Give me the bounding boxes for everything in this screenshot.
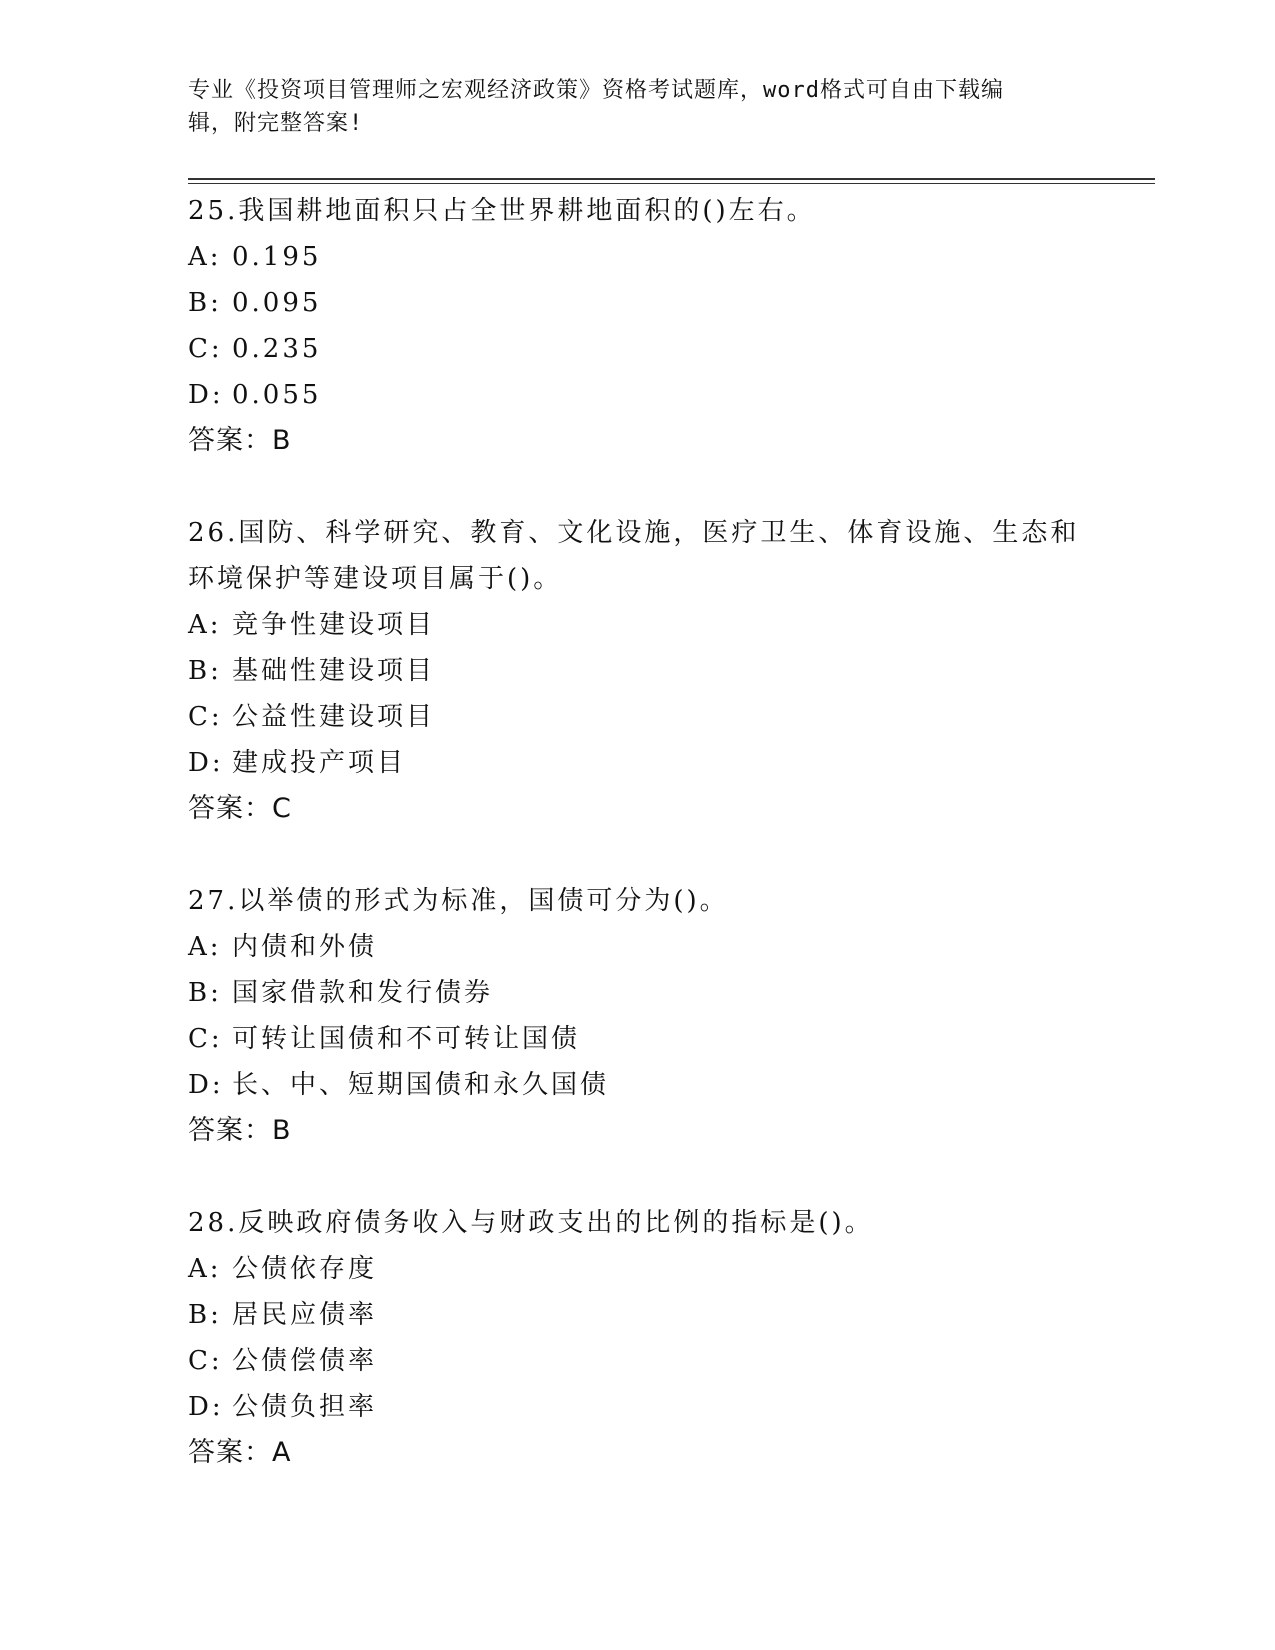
option-text: 内债和外债 [232, 932, 378, 962]
option-text: 公债依存度 [232, 1254, 378, 1284]
option-letter: B: [188, 288, 222, 318]
option-text: 0.195 [232, 242, 322, 272]
header-line-1: 专业《投资项目管理师之宏观经济政策》资格考试题库，word格式可自由下载编 [188, 78, 1004, 103]
answer-line: 答案：A [188, 1437, 292, 1468]
option-b [188, 970, 1088, 1016]
option-d [188, 372, 1088, 418]
header-divider-thick [188, 178, 1155, 180]
answer-line: 答案：C [188, 793, 292, 824]
option-letter: A: [188, 932, 222, 962]
option-letter: C: [188, 334, 223, 364]
option-letter: B: [188, 1300, 222, 1330]
option-text: 公益性建设项目 [232, 702, 436, 732]
option-letter: D: [188, 748, 224, 778]
option-d [188, 1384, 1088, 1430]
option-text: 0.235 [232, 334, 322, 364]
option-a [188, 924, 1088, 970]
option-c [188, 1016, 1088, 1062]
question-stem-line-2: 环境保护等建设项目属于()。 [188, 564, 563, 594]
option-text: 长、中、短期国债和永久国债 [232, 1070, 610, 1100]
answer-line: 答案：B [188, 1115, 292, 1146]
option-letter: D: [188, 380, 224, 410]
option-text: 0.095 [232, 288, 322, 318]
option-text: 可转让国债和不可转让国债 [232, 1024, 581, 1054]
option-d [188, 1062, 1088, 1108]
question-stem: 25.我国耕地面积只占全世界耕地面积的()左右。 [188, 196, 816, 226]
option-letter: C: [188, 1024, 223, 1054]
question-28 [188, 1200, 1088, 1476]
option-letter: A: [188, 610, 222, 640]
document-header [188, 74, 1068, 140]
option-letter: D: [188, 1070, 224, 1100]
option-b [188, 280, 1088, 326]
option-letter: B: [188, 656, 222, 686]
option-d [188, 740, 1088, 786]
option-letter: A: [188, 242, 222, 272]
header-divider-thin [188, 183, 1155, 184]
option-a [188, 602, 1088, 648]
option-text: 公债偿债率 [232, 1346, 378, 1376]
option-letter: D: [188, 1392, 224, 1422]
option-b [188, 648, 1088, 694]
option-c [188, 1338, 1088, 1384]
question-stem: 28.反映政府债务收入与财政支出的比例的指标是()。 [188, 1208, 874, 1238]
option-text: 国家借款和发行债券 [232, 978, 494, 1008]
question-stem-line-1: 26.国防、科学研究、教育、文化设施，医疗卫生、体育设施、生态和 [188, 518, 1080, 548]
header-line-2: 辑，附完整答案! [188, 111, 364, 136]
question-stem: 27.以举债的形式为标准，国债可分为()。 [188, 886, 729, 916]
answer-line: 答案：B [188, 425, 292, 456]
option-text: 基础性建设项目 [232, 656, 436, 686]
option-text: 公债负担率 [232, 1392, 378, 1422]
option-text: 竞争性建设项目 [232, 610, 436, 640]
option-a [188, 1246, 1088, 1292]
question-25 [188, 188, 1088, 464]
option-a [188, 234, 1088, 280]
question-27 [188, 878, 1088, 1154]
option-b [188, 1292, 1088, 1338]
question-26 [188, 510, 1088, 832]
option-text: 建成投产项目 [232, 748, 407, 778]
option-text: 居民应债率 [232, 1300, 378, 1330]
option-letter: C: [188, 1346, 223, 1376]
option-letter: A: [188, 1254, 222, 1284]
option-letter: B: [188, 978, 222, 1008]
option-c [188, 694, 1088, 740]
option-letter: C: [188, 702, 223, 732]
option-c [188, 326, 1088, 372]
option-text: 0.055 [232, 380, 322, 410]
question-list [188, 188, 1088, 1522]
